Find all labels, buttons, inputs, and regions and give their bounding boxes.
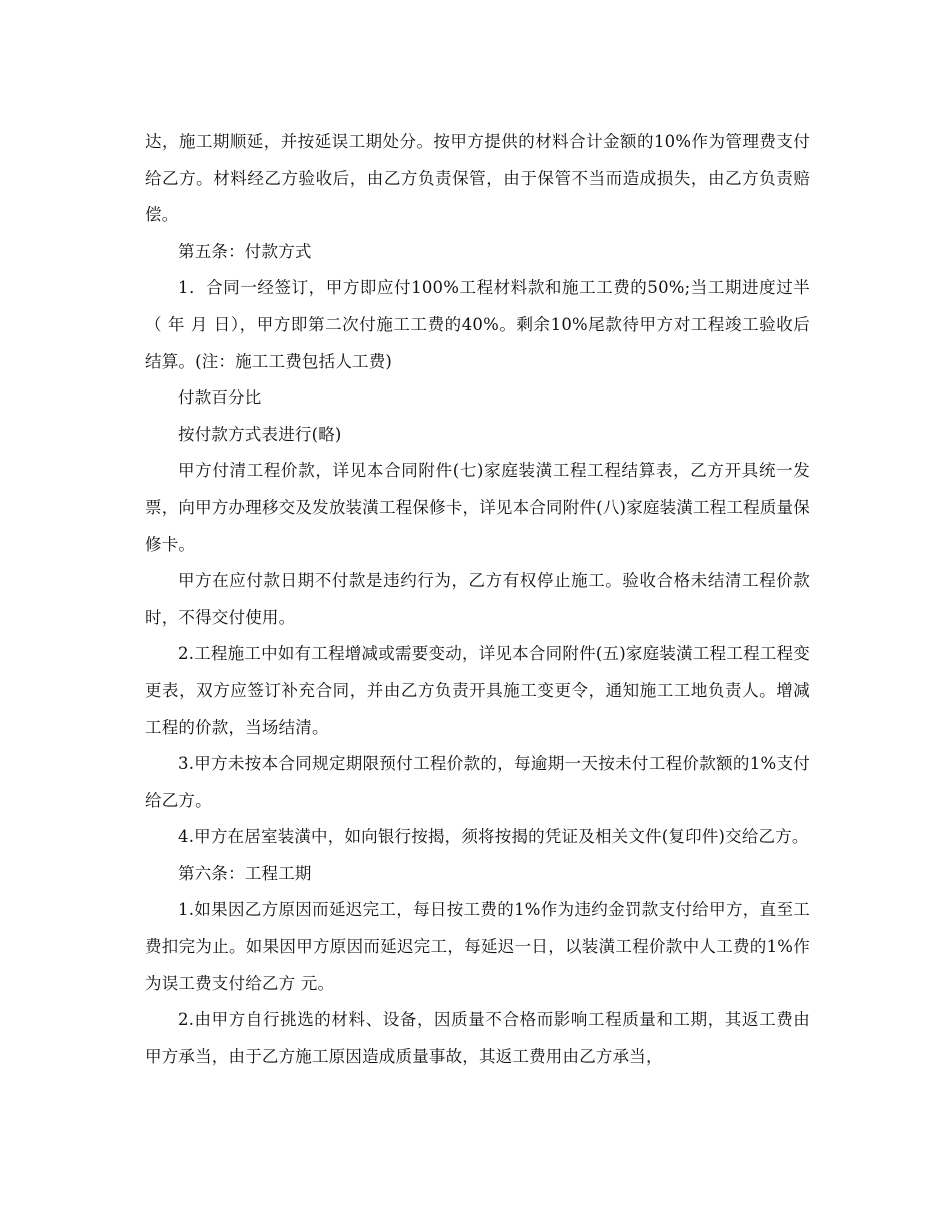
paragraph: 2.工程施工中如有工程增减或需要变动，详见本合同附件(五)家庭装潢工程工程工程变更表，双方应签订补充合同，并由乙方负责开具施工变更令，通知施工工地负责人。增减工程的价款，当场结清。 bbox=[145, 644, 810, 737]
paragraph-continuation: 达，施工期顺延，并按延误工期处分。按甲方提供的材料合计金额的10%作为管理费支付给乙方。材料经乙方验收后，由乙方负责保管，由于保管不当而造成损失，由乙方负责赔偿。 bbox=[145, 132, 810, 225]
paragraph: 1.如果因乙方原因而延迟完工，每日按工费的1%作为违约金罚款支付给甲方，直至工费扣完为止。如果因甲方原因而延迟完工，每延迟一日，以装潢工程价款中人工费的1%作为误工费支付给乙方 元。 bbox=[145, 900, 810, 993]
paragraph: 付款百分比 bbox=[178, 388, 262, 408]
paragraph: 按付款方式表进行(略) bbox=[178, 424, 342, 444]
paragraph: 4.甲方在居室装潢中，如向银行按揭，须将按揭的凭证及相关文件(复印件)交给乙方。 bbox=[178, 827, 809, 847]
document-body bbox=[145, 124, 810, 1075]
section-heading-6: 第六条：工程工期 bbox=[178, 863, 312, 883]
paragraph: 甲方在应付款日期不付款是违约行为，乙方有权停止施工。验收合格未结清工程价款时，不得交付使用。 bbox=[145, 571, 810, 627]
section-heading-5: 第五条：付款方式 bbox=[178, 241, 312, 261]
paragraph: 3.甲方未按本合同规定期限预付工程价款的，每逾期一天按未付工程价款额的1%支付给乙方。 bbox=[145, 754, 810, 810]
paragraph: 甲方付清工程价款，详见本合同附件(七)家庭装潢工程工程结算表，乙方开具统一发票，向甲方办理移交及发放装潢工程保修卡，详见本合同附件(八)家庭装潢工程工程质量保修卡。 bbox=[145, 461, 810, 554]
paragraph: 2.由甲方自行挑选的材料、设备，因质量不合格而影响工程质量和工期，其返工费由甲方承当，由于乙方施工原因造成质量事故，其返工费用由乙方承当， bbox=[145, 1010, 810, 1066]
paragraph: 1．合同一经签订，甲方即应付100%工程材料款和施工工费的50%;当工期进度过半（ 年 月 日），甲方即第二次付施工工费的40%。剩余10%尾款待甲方对工程竣工验收后结算。(注：施工工费包括人工费) bbox=[145, 278, 810, 371]
